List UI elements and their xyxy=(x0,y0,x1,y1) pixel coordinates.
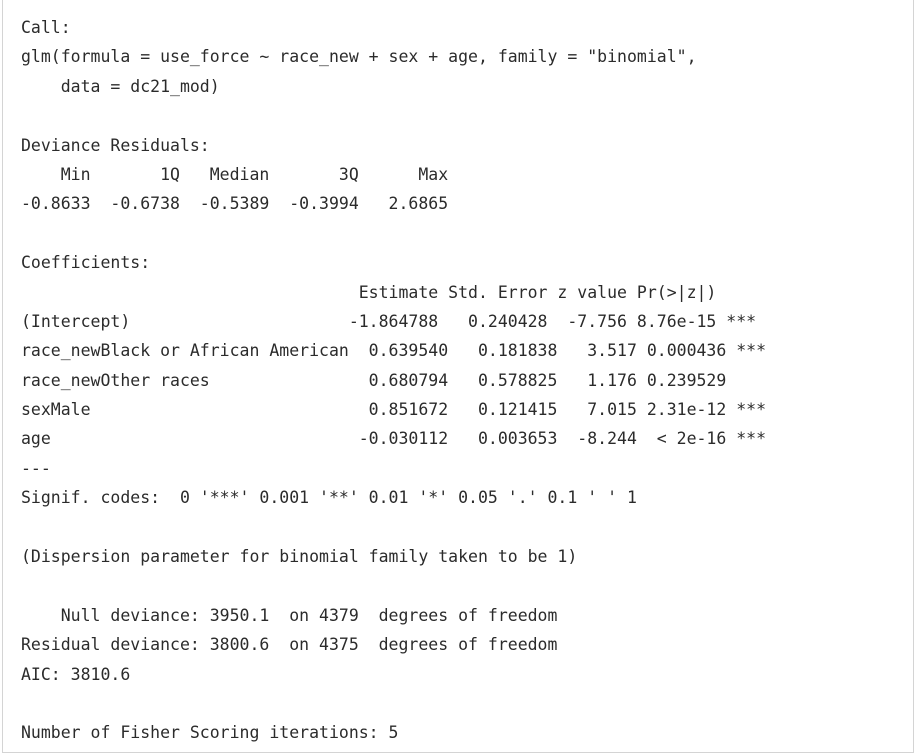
coef-row-age: age -0.030112 0.003653 -8.244 < 2e-16 *** xyxy=(21,429,767,449)
call-header: Call: xyxy=(21,18,71,37)
glm-summary-text xyxy=(21,13,766,748)
coef-row-race-black: race_newBlack or African American 0.639540 0.181838 3.517 0.000436 *** xyxy=(21,341,767,361)
residual-deviance-line: Residual deviance: 3800.6 on 4375 degrees of freedom xyxy=(21,635,558,655)
null-deviance-line: Null deviance: 3950.1 on 4379 degrees of freedom xyxy=(21,605,558,625)
fisher-iterations-line: Number of Fisher Scoring iterations: 5 xyxy=(21,723,399,743)
call-data-line: data = dc21_mod) xyxy=(21,76,220,96)
blank-line xyxy=(21,513,766,542)
call-formula-line: glm(formula = use_force ~ race_new + sex + age, family = "binomial", xyxy=(21,47,697,67)
coef-row-race-other: race_newOther races 0.680794 0.578825 1.176 0.239529 xyxy=(21,370,767,390)
blank-line xyxy=(21,571,766,600)
aic-line: AIC: 3810.6 xyxy=(21,664,131,684)
coefficients-column-header: Estimate Std. Error z value Pr(>|z|) xyxy=(21,282,757,302)
coef-row-sex-male: sexMale 0.851672 0.121415 7.015 2.31e-12 *** xyxy=(21,400,767,420)
blank-line xyxy=(21,101,766,130)
blank-line xyxy=(21,689,766,718)
blank-line xyxy=(21,219,766,248)
coef-row-intercept: (Intercept) -1.864788 0.240428 -7.756 8.76e-15 *** xyxy=(21,311,757,331)
deviance-residuals-header: Deviance Residuals: xyxy=(21,135,210,155)
coefficients-header: Coefficients: xyxy=(21,253,151,273)
separator-line: --- xyxy=(21,458,51,478)
console-output-panel xyxy=(2,0,914,753)
deviance-quantile-values: -0.8633 -0.6738 -0.5389 -0.3994 2.6865 xyxy=(21,194,469,214)
deviance-quantile-labels: Min 1Q Median 3Q Max xyxy=(21,164,469,184)
signif-codes-line: Signif. codes: 0 '***' 0.001 '**' 0.01 '*' 0.05 '.' 0.1 ' ' 1 xyxy=(21,488,637,508)
dispersion-line: (Dispersion parameter for binomial family taken to be 1) xyxy=(21,547,578,567)
